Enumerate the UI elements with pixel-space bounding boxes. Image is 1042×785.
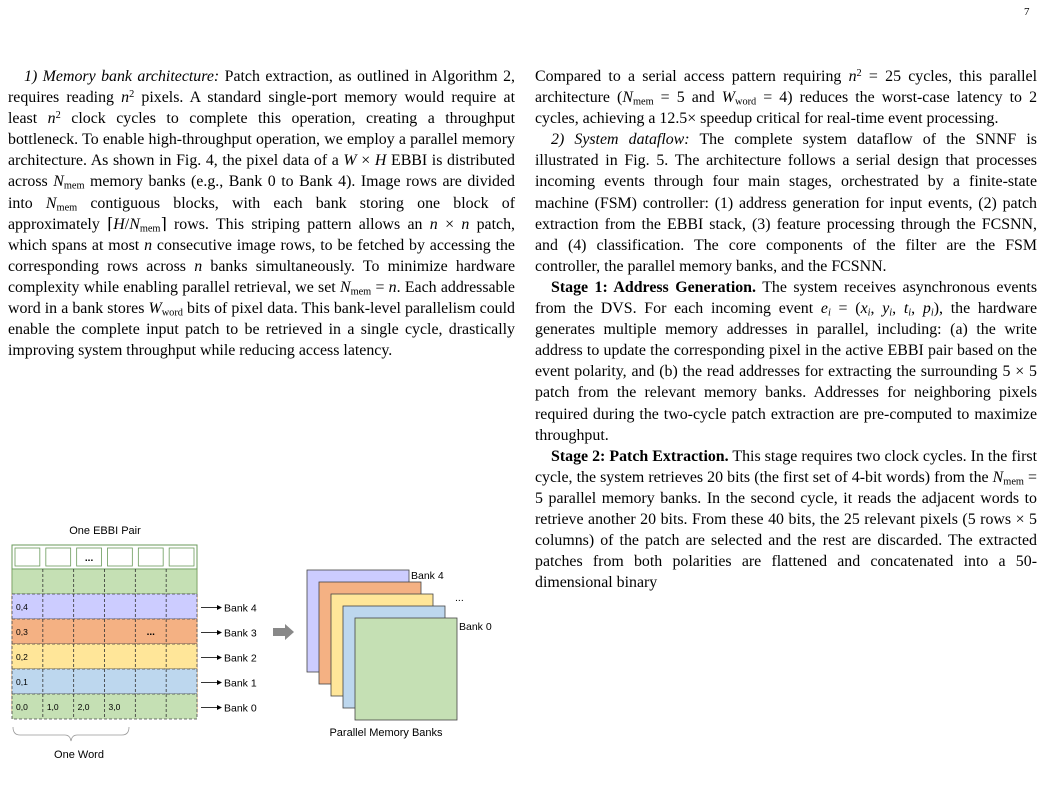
ebbi-cell-label: 0,1 xyxy=(16,677,28,687)
ebbi-cell-label: 0,0 xyxy=(16,702,28,712)
ebbi-cell-label: 0,3 xyxy=(16,627,28,637)
parallel-memory-banks-caption: Parallel Memory Banks xyxy=(329,727,443,739)
arrow-head-icon xyxy=(217,605,222,610)
bank-stack-front-label: Bank 0 xyxy=(459,621,492,633)
ebbi-cell-label: 3,0 xyxy=(108,702,121,712)
one-word-brace xyxy=(13,727,129,741)
system-dataflow-paragraph: 2) System dataflow: The complete system dataflow of the SNNF is illustrated in Fig. 5. The architecture follows a serial design that processes incoming events through four main stages, orchestrated by a finite-state machine (FSM) controller: (1) address generation for input events, (2) patch extraction from the EBBI stack, (3) feature processing through the FCSNN, and (4) classification. The core components of the filter are the FSM controller, the parallel memory banks, and the FCSNN. xyxy=(535,131,1037,275)
parallel-memory-banks xyxy=(307,570,457,720)
memory-bank-figure xyxy=(0,515,520,770)
bank-arrows xyxy=(201,603,257,715)
right-arrow-icon xyxy=(273,624,294,640)
ebbi-header-ellipsis: ... xyxy=(84,553,94,564)
stage-1-heading: Stage 1: Address Generation. xyxy=(551,278,756,296)
bank-stack-ellipsis: ... xyxy=(455,592,464,604)
section-heading-memory-bank: 1) Memory bank architecture: xyxy=(24,68,220,85)
ebbi-grid xyxy=(12,545,197,719)
right-column xyxy=(535,66,1037,593)
arrow-head-icon xyxy=(217,705,222,710)
stage-2-paragraph: Stage 2: Patch Extraction. This stage requires two clock cycles. In the first cycle, the system retrieves 20 bits (the first set of 4-bit words) from the $N_{mem} = 5$ parallel memory banks. In the second cycle, it reads the adjacent words to retrieve another 20 bits. From these 40 bits, the 25 relevant pixels (5 rows × 5 columns) of the patch are selected and the rest are discarded. The extracted patches from both polarities are flattened and concatenated into a 50-dimensional binary xyxy=(535,447,1038,592)
left-column xyxy=(8,66,515,361)
ebbi-pair-title: One EBBI Pair xyxy=(69,525,141,537)
bank-label: Bank 4 xyxy=(224,602,257,615)
one-word-label: One Word xyxy=(54,749,104,761)
ebbi-header-cell xyxy=(138,548,163,566)
bank-stack-top-label: Bank 4 xyxy=(411,570,444,582)
bank-label: Bank 2 xyxy=(224,652,257,665)
section-heading-system-dataflow: 2) System dataflow: xyxy=(551,131,690,149)
ebbi-cell-label: ... xyxy=(146,627,155,638)
memory-bank-paragraph: 1) Memory bank architecture: Patch extraction, as outlined in Algorithm 2, requires reading $n^2$ pixels. A standard single-port memory would require at least $n^2$ clock cycles to complete this operation, creating a throughput bottleneck. To enable high-throughput operation, we employ a parallel memory architecture. As shown in Fig. 4, the pixel data of a W × H EBBI is distributed across $N_{mem}$ memory banks (e.g., Bank 0 to Bank 4). Image rows are divided into $N_{mem}$ contiguous blocks, with each bank storing one block of approximately $⌈H/N_{mem}⌉$ rows. This striping pattern allows an n × n patch, which spans at most n consecutive image rows, to be fetched by accessing the corresponding rows across n banks simultaneously. To minimize hardware complexity while enabling parallel retrieval, we set $N_{mem} = n$. Each addressable word in a bank stores $W_{word}$ bits of pixel data. This bank-level parallelism could enable the complete input patch to be retrieved in a single cycle, drastically improving system throughput while reducing access latency. xyxy=(8,68,516,360)
bank-label: Bank 3 xyxy=(224,627,257,640)
bank-label: Bank 1 xyxy=(224,677,257,690)
ebbi-cell-label: 1,0 xyxy=(46,702,59,712)
page-number: 7 xyxy=(1024,6,1030,18)
ebbi-header-cell xyxy=(46,548,71,566)
ebbi-cell-label: 2,0 xyxy=(77,702,90,712)
arrow-head-icon xyxy=(217,630,222,635)
ebbi-cell-label: 0,4 xyxy=(16,602,28,612)
ebbi-header-cell xyxy=(108,548,133,566)
arrow-head-icon xyxy=(217,680,222,685)
stage-2-heading: Stage 2: Patch Extraction. xyxy=(551,447,729,465)
ebbi-cell-label: 0,2 xyxy=(16,652,28,662)
ebbi-header-cell xyxy=(169,548,194,566)
arrow-head-icon xyxy=(217,655,222,660)
latency-paragraph: Compared to a serial access pattern requiring $n^2 = 25$ cycles, this parallel architecture ($N_{mem} = 5$ and $W_{word} = 4$) reduces the worst-case latency to 2 cycles, achieving a 12.5× speedup critical for real-time event processing. xyxy=(535,67,1038,128)
memory-bank-square xyxy=(355,618,457,720)
bank-label: Bank 0 xyxy=(224,702,257,715)
stage-1-paragraph: Stage 1: Address Generation. The system receives asynchronous events from the DVS. For each incoming event $e_i = (x_i$, $y_i$, $t_i$, $p_i$), the hardware generates multiple memory addresses in parallel, including: (a) the write address to update the corresponding pixel in the active EBBI pair based on the event polarity, and (b) the read addresses for extracting the surrounding 5 × 5 patch from the relevant memory banks. Addresses for neighboring pixels required during the two-cycle patch extraction are pre-computed to maximize throughput. xyxy=(535,278,1038,444)
ebbi-header-cell xyxy=(15,548,40,566)
